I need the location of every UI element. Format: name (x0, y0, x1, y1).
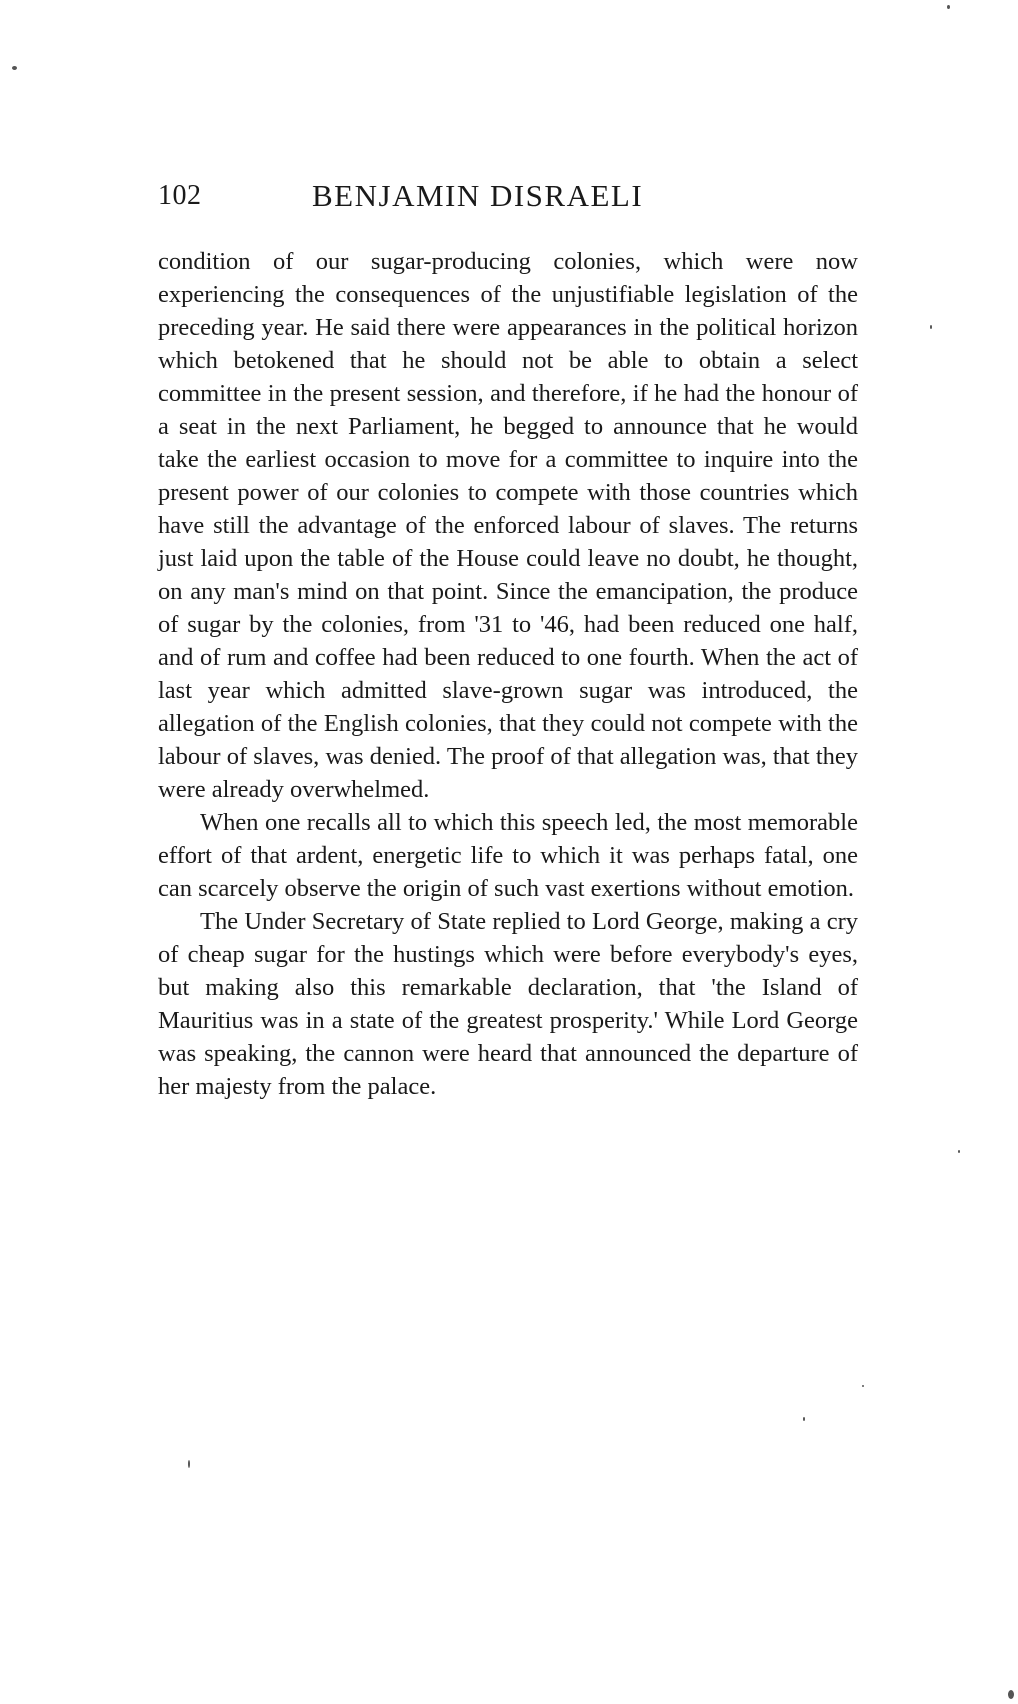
scan-speck (803, 1417, 805, 1421)
scan-speck (188, 1460, 190, 1468)
running-title: BENJAMIN DISRAELI (312, 178, 644, 213)
scan-speck (947, 5, 950, 9)
paragraph-2: When one recalls all to which this speech led, the most memorable effort of that ardent, energetic life to which it was perhaps fatal, one can scarcely observe the origin of such vast exertions without emotion. (158, 809, 858, 902)
running-head (158, 176, 858, 216)
scan-speck (1008, 1690, 1014, 1699)
scan-speck (930, 325, 932, 329)
page-number: 102 (158, 180, 202, 211)
paragraph-1: condition of our sugar-producing colonies, which were now experiencing the consequences of the unjustifiable legislation of the preceding year. He said there were appearances in the political horizon which betokened that he should not be able to obtain a select committee in the present session, and therefore, if he had the honour of a seat in the next Parliament, he begged to announce that he would take the earliest occasion to move for a committee to inquire into the present power of our colonies to compete with those countries which have still the advantage of the enforced labour of slaves. The returns just laid upon the table of the House could leave no doubt, he thought, on any man's mind on that point. Since the emancipation, the produce of sugar by the colonies, from '31 to '46, had been reduced one half, and of rum and coffee had been reduced to one fourth. When the act of last year which admitted slave-grown sugar was introduced, the allegation of the English colonies, that they could not compete with the labour of slaves, was denied. The proof of that allegation was, that they were already overwhelmed. (158, 248, 858, 803)
paragraph-3: The Under Secretary of State replied to Lord George, making a cry of cheap sugar for the hustings which were before everybody's eyes, but making also this remarkable declaration, that 'the Island of Mauritius was in a state of the greatest prosperity.' While Lord George was speaking, the cannon were heard that announced the departure of her majesty from the palace. (158, 908, 858, 1100)
body-text (158, 245, 858, 1103)
scan-speck (958, 1150, 960, 1153)
scan-speck (12, 66, 17, 70)
scan-speck (862, 1385, 864, 1387)
